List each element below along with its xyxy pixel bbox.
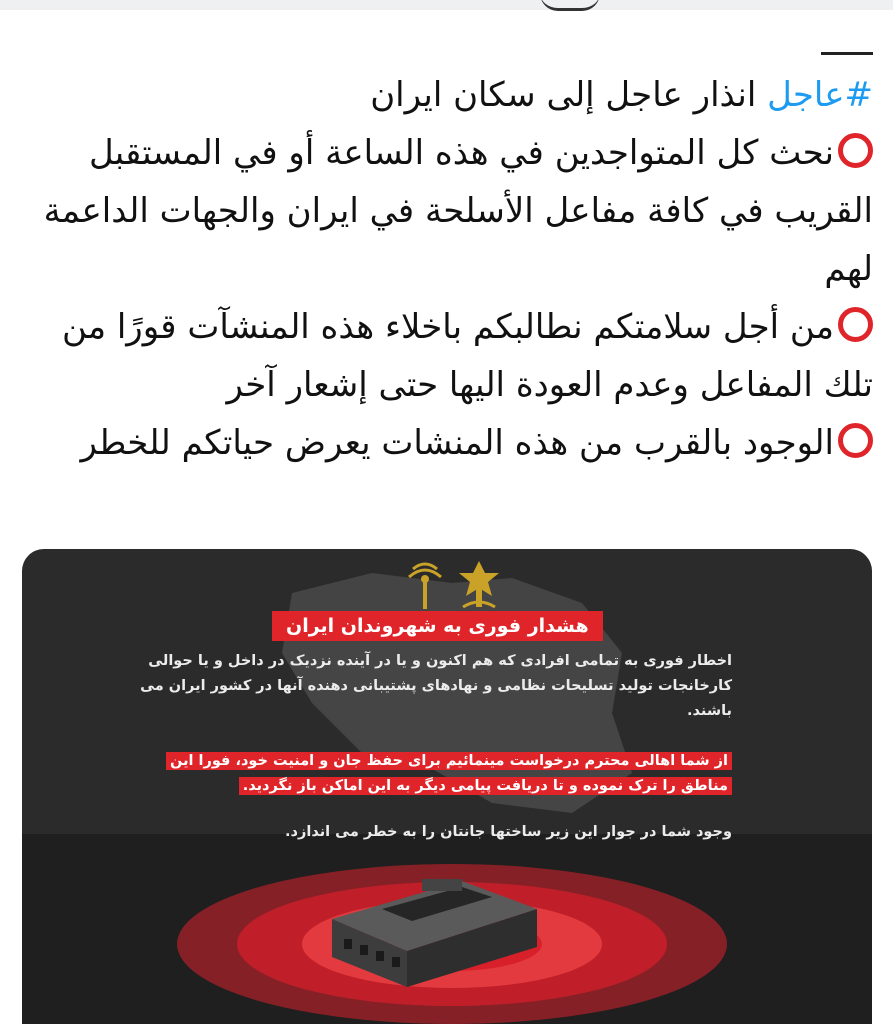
item-2-text: من أجل سلامتكم نطالبكم باخلاء هذه المنشآت قورًا من تلك المفاعل وعدم العودة اليها حتى إشعار آخر [61, 307, 873, 405]
tweet-item-1 [20, 124, 873, 298]
tweet-item-3 [20, 414, 873, 472]
card-paragraph-3: وجود شما در جوار این زیر ساختها جانتان را به خطر می اندازد. [285, 824, 732, 840]
top-bar [0, 0, 893, 10]
red-circle-icon [838, 133, 873, 168]
item-3-text: الوجود بالقرب من هذه المنشات يعرض حياتكم للخطر [80, 423, 834, 463]
card-paragraph-1: اخطار فوری به تمامی افرادی که هم اکنون و یا در آینده نزدیک در داخل و یا حوالی کارخانجات تولید تسلیحات نظامی و نهادهای پشتیبانی دهنده آنها در کشور ایران می باشند. [140, 653, 732, 719]
clipped-previous-content [540, 0, 600, 12]
tweet-text [20, 66, 873, 472]
separator-line [821, 52, 873, 55]
title-text: انذار عاجل إلى سكان ايران [370, 75, 768, 115]
red-circle-icon [838, 423, 873, 458]
tweet-line-title [20, 66, 873, 124]
card-paragraph-2 [132, 749, 732, 799]
attached-image-card[interactable] [22, 549, 872, 1024]
hashtag-link[interactable]: #عاجل [767, 75, 873, 115]
item-1-text: نحث كل المتواجدين في هذه الساعة أو في المستقبل القريب في كافة مفاعل الأسلحة في ايران والجهات الداعمة لهم [43, 133, 873, 289]
tweet-item-2 [20, 298, 873, 414]
card-paragraph-2-text: از شما اهالی محترم درخواست مینمائیم برای حفظ جان و امنیت خود، فورا این مناطق را ترک نموده و تا دریافت پیامی دیگر به این اماکن باز نگردید. [166, 752, 732, 795]
emblems [397, 555, 507, 615]
red-circle-icon [838, 307, 873, 342]
card-headline: هشدار فوری به شهروندان ایران [272, 611, 603, 641]
building-target-graphic [312, 869, 552, 989]
antenna-emblem-icon [409, 564, 441, 609]
military-emblem-icon [459, 561, 499, 607]
